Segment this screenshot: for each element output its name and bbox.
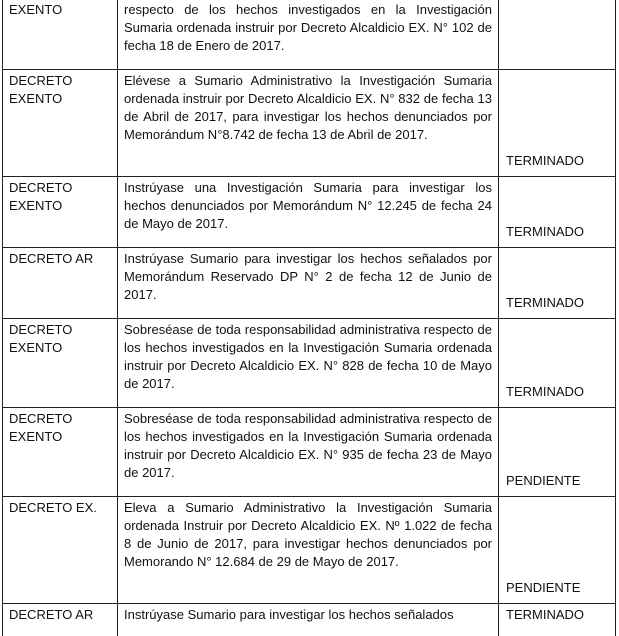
- table-row: [3, 70, 616, 177]
- status-cell: TERMINADO: [499, 177, 616, 248]
- table-row: [3, 497, 616, 604]
- status-cell: [499, 0, 616, 70]
- status-cell: TERMINADO: [499, 70, 616, 177]
- records-table: [2, 0, 616, 636]
- status-cell: TERMINADO: [499, 319, 616, 408]
- description-cell: Sobreséase de toda responsabilidad administrativa respecto de los hechos investigados en la Investigación Sumaria ordenada instruir por Decreto Alcaldicio EX. N° 828 de fecha 10 de Mayo de 2017.: [118, 319, 499, 408]
- status-cell: TERMINADO: [499, 248, 616, 319]
- description-cell: Eleva a Sumario Administrativo la Investigación Sumaria ordenada Instruir por Decreto Alcaldicio EX. Nº 1.022 de fecha 8 de Junio de 2017, para investigar hechos denunciados por Memorando N° 12.684 de 29 de Mayo de 2017.: [118, 497, 499, 604]
- table-row: [3, 408, 616, 497]
- description-cell: respecto de los hechos investigados en la Investigación Sumaria ordenada instruir por Decreto Alcaldicio EX. N° 102 de fecha 18 de Enero de 2017.: [118, 0, 499, 70]
- status-cell: TERMINADO: [499, 604, 616, 636]
- table-row: [3, 319, 616, 408]
- decree-type-cell: DECRETO EXENTO: [3, 70, 118, 177]
- description-cell: Elévese a Sumario Administrativo la Investigación Sumaria ordenada instruir por Decreto Alcaldicio EX. N° 832 de fecha 13 de Abril de 2017, para investigar los hechos denunciados por Memorándum N°8.742 de fecha 13 de Abril de 2017.: [118, 70, 499, 177]
- decree-type-cell: DECRETO EXENTO: [3, 319, 118, 408]
- status-cell: PENDIENTE: [499, 497, 616, 604]
- table-row: [3, 0, 616, 70]
- decree-type-cell: DECRETO EX.: [3, 497, 118, 604]
- decree-type-cell: DECRETO AR: [3, 248, 118, 319]
- description-cell: Sobreséase de toda responsabilidad administrativa respecto de los hechos investigados en la Investigación Sumaria ordenada instruir por Decreto Alcaldicio EX. N° 935 de fecha 23 de Mayo de 2017.: [118, 408, 499, 497]
- table-row: [3, 177, 616, 248]
- description-cell: Instrúyase una Investigación Sumaria para investigar los hechos denunciados por Memorándum N° 12.245 de fecha 24 de Mayo de 2017.: [118, 177, 499, 248]
- decree-type-cell: DECRETO AR: [3, 604, 118, 636]
- decree-type-cell: DECRETO EXENTO: [3, 408, 118, 497]
- table-row: [3, 248, 616, 319]
- description-cell: Instrúyase Sumario para investigar los hechos señalados por Memorándum Reservado DP N° 2 de fecha 12 de Junio de 2017.: [118, 248, 499, 319]
- decree-type-cell: DECRETO EXENTO: [3, 177, 118, 248]
- table-row: [3, 604, 616, 636]
- decree-type-cell: EXENTO: [3, 0, 118, 70]
- description-cell: Instrúyase Sumario para investigar los hechos señalados: [118, 604, 499, 636]
- status-cell: PENDIENTE: [499, 408, 616, 497]
